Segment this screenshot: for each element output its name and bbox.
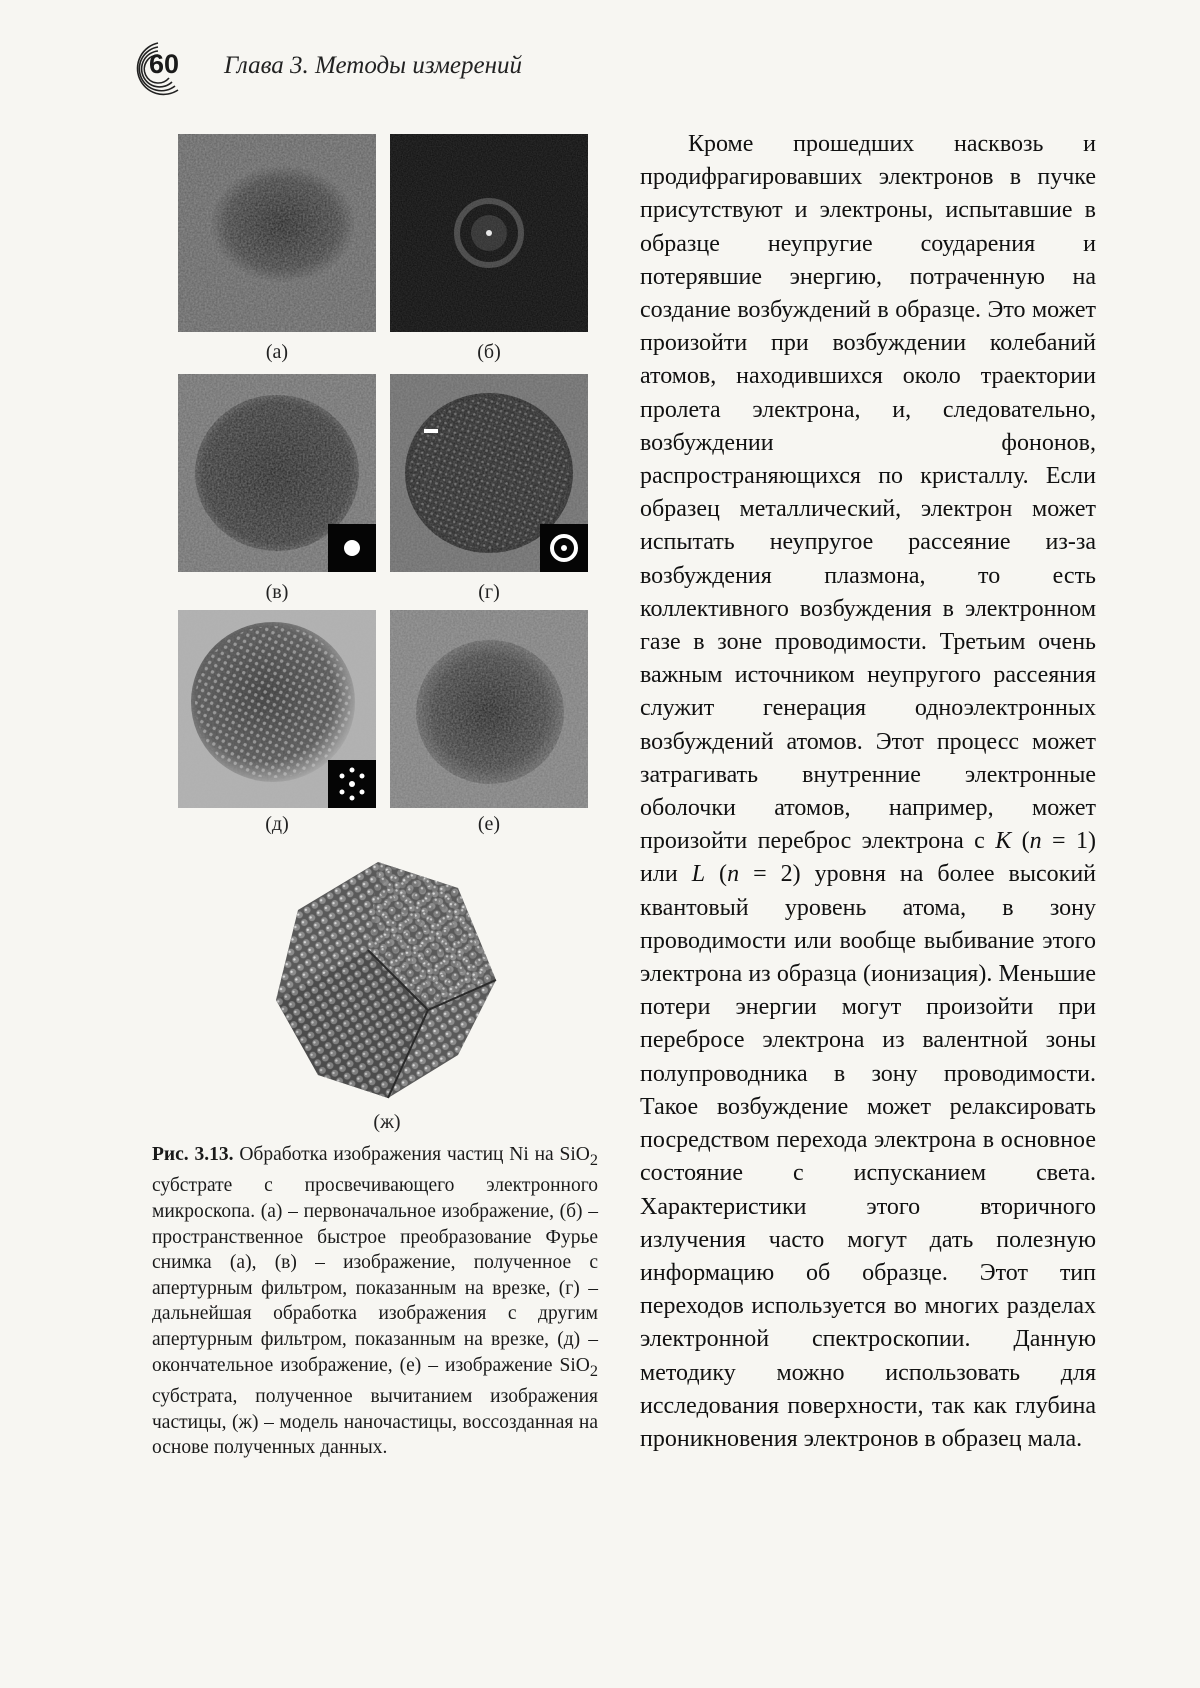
caption-text-1: Обработка изображения частиц Ni на SiO — [233, 1144, 590, 1165]
page-number: 60 — [148, 49, 180, 79]
l-formula-open: ( — [705, 861, 728, 888]
body-text-part-1: Кроме прошедших насквозь и продифрагировавших электронов в пучке присутствуют и электроны, испытавшие в образце неупругие соударения и потерявшие энергию, потраченную на создание возбуждений в образце. Это может произойти при возбуждении колебаний атомов, находившихся около траектории пролета электрона, и, следовательно, возбуждении фононов, распространяющихся по кристаллу. Если образец металлический, электрон может испытать неупругое рассеяние из-за возбуждения плазмона, то есть коллективного возбуждения в электронном газе в зоне проводимости. Третьим очень важным источником неупругого рассеяния служит генерация одноэлектронных возбуждений атомов. Этот процесс может затрагивать внутренние электронные оболочки атомов, например, может произойти переброс электрона с — [640, 131, 1096, 855]
l-formula-value: = 2) — [739, 861, 801, 888]
k-formula-open: ( — [1011, 828, 1030, 855]
page-header — [118, 38, 1018, 98]
n-symbol-1: n — [1029, 828, 1042, 855]
panel-label-d: (д) — [265, 813, 289, 835]
micrograph-panel-g — [390, 374, 588, 572]
panel-label-v: (в) — [265, 581, 289, 603]
panel-label-a: (а) — [265, 341, 289, 363]
caption-text-3: субстрата, полученное вычитанием изображения частицы, (ж) – модель наночастицы, воссозданная на основе полученных данных. — [152, 1386, 598, 1459]
or-word: или — [640, 861, 692, 888]
micrograph-panel-e — [390, 610, 588, 808]
caption-subscript-1: 2 — [589, 1150, 598, 1169]
k-formula-value: = 1) — [1041, 828, 1096, 855]
panel-label-b: (б) — [477, 341, 501, 363]
figure-caption — [152, 1142, 598, 1461]
l-level-symbol: L — [691, 861, 706, 888]
caption-text-2: субстрате с просвечивающего электронного микроскопа. (а) – первоначальное изображение, (б) – пространственное быстрое преобразование Фурье снимка (а), (в) – изображение, полученное с апертурным фильтром, показанным на врезке, (г) – дальнейшая обработка изображения с другим апертурным фильтром, показанным на врезке, (д) – окончательное изображение, (е) – изображение SiO — [152, 1175, 598, 1376]
body-paragraph — [640, 128, 1096, 1456]
micrograph-panel-b — [390, 134, 588, 332]
k-level-symbol: K — [995, 828, 1012, 855]
aperture-filter-inset-g — [540, 524, 588, 572]
caption-subscript-2: 2 — [589, 1361, 598, 1380]
micrograph-panel-v — [178, 374, 376, 572]
micrograph-panel-a — [178, 134, 376, 332]
micrograph-panel-d — [178, 610, 376, 808]
panel-label-zh: (ж) — [373, 1111, 401, 1133]
body-text-column — [640, 128, 1096, 1456]
aperture-filter-inset-v — [328, 524, 376, 572]
chapter-title: Глава 3. Методы измерений — [224, 52, 522, 79]
panel-label-g: (г) — [478, 581, 500, 603]
body-text-part-2: уровня на более высокий квантовый уровень атома, в зону проводимости или вообще выбивание этого электрона из образца (ионизация). Меньшие потери энергии могут произойти при перебросе электрона из валентной зоны полупроводника в зону проводимости. Такое возбуждение может релаксировать посредством перехода электрона в основное состояние с испусканием света. Характеристики этого вторичного излучения часто могут дать полезную информацию об образце. Этот тип переходов используется во многих разделах электронной спектроскопии. Данную методику можно использовать для исследования поверхности, так как глубина проникновения электронов в образец мала. — [640, 861, 1097, 1452]
panel-label-e: (е) — [477, 813, 501, 835]
n-symbol-2: n — [727, 861, 740, 888]
aperture-filter-inset-d — [328, 760, 376, 808]
caption-label: Рис. 3.13. — [152, 1144, 234, 1165]
nanoparticle-model — [258, 840, 518, 1110]
